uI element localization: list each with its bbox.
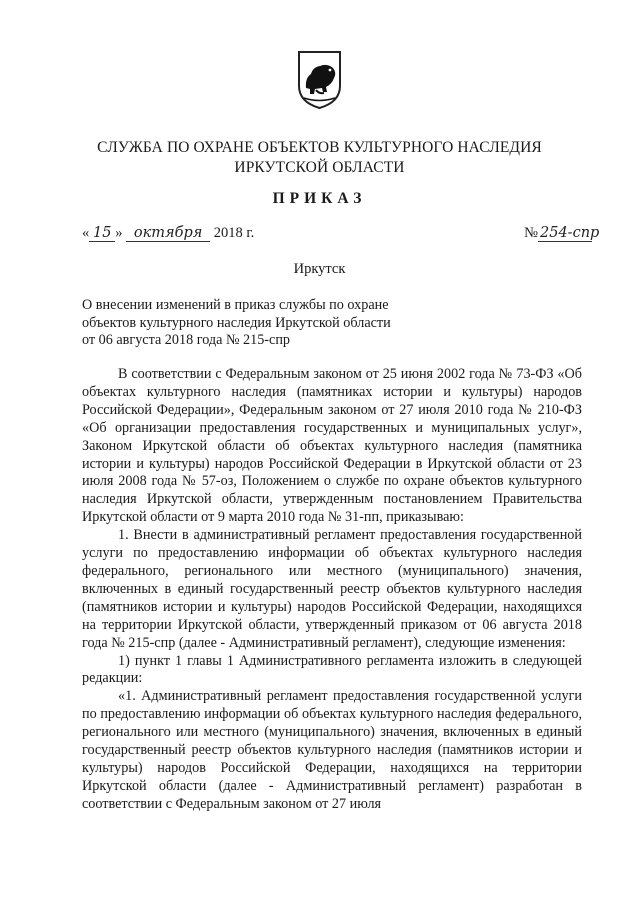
date-close-quote: »: [115, 225, 123, 241]
number-value-handwritten: 254-спр: [540, 225, 600, 241]
organization-name-line-1: СЛУЖБА ПО ОХРАНЕ ОБЪЕКТОВ КУЛЬТУРНОГО НАСЛЕДИЯ: [97, 139, 542, 156]
date-year: 2018 г.: [213, 225, 255, 241]
order-subject: [82, 297, 442, 350]
subject-line-3: от 06 августа 2018 года № 215-спр: [82, 332, 291, 348]
order-date: [82, 225, 254, 242]
subject-line-1: О внесении изменений в приказ службы по охране: [82, 297, 389, 313]
subject-line-2: объектов культурного наследия Иркутской области: [82, 314, 391, 331]
date-month-handwritten: октября: [126, 226, 210, 242]
preamble-paragraph: В соответствии с Федеральным законом от 25 июня 2002 года № 73-ФЗ «Об объектах культурного наследия (памятниках истории и культуры) народов Российской Федерации», Федеральным законом от 27 июля 2010 года № 210-ФЗ «Об организации предоставления государственных и муниципальных услуг», Законом Иркутской области об объектах культурного наследия (памятника истории и культуры) народов Российской Федерации в Иркутской области от 23 июля 2008 года № 57-оз, Положением о службе по охране объектов культурного наследия Иркутской области, утвержденным постановлением Правительства Иркутской области от 9 марта 2010 года № 31-пп, приказываю:: [82, 366, 582, 526]
item-1-paragraph: 1. Внести в административный регламент предоставления государственной услуги по предоставлению информации об объектах культурного наследия федерального, регионального или местного (муниципального) значения, включенных в единый государственный реестр объектов культурного наследия (памятников истории и культуры) народов Российской Федерации, находящихся на территории Иркутской области, утвержденный приказом от 06 августа 2018 года № 215-спр (далее - Административный регламент), следующие изменения:: [82, 527, 582, 651]
date-day-handwritten: 15: [89, 226, 115, 242]
organization-name-line-2: ИРКУТСКОЙ ОБЛАСТИ: [234, 159, 405, 176]
subitem-1-paragraph: 1) пункт 1 главы 1 Административного регламента изложить в следующей редакции:: [82, 652, 582, 687]
number-prefix: №: [524, 225, 538, 241]
order-body: [82, 366, 582, 814]
document-type-title: ПРИКАЗ: [272, 190, 367, 207]
city-name: Иркутск: [293, 261, 346, 277]
date-open-quote: «: [82, 225, 90, 241]
order-number: [524, 225, 600, 242]
quoted-text-paragraph: «1. Административный регламент предоставления государственной услуги по предоставлению информации об объектах культурного наследия федерального, регионального или местного (муниципального) значения, включенных в единый государственный реестр объектов культурного наследия (памятников истории и культуры) народов Российской Федерации, находящихся на территории Иркутской области (далее - Административный регламент) разработан в соответствии с Федеральным законом от 27 июля: [82, 688, 582, 812]
organization-name: [0, 138, 639, 178]
coat-of-arms-icon: [296, 50, 343, 110]
